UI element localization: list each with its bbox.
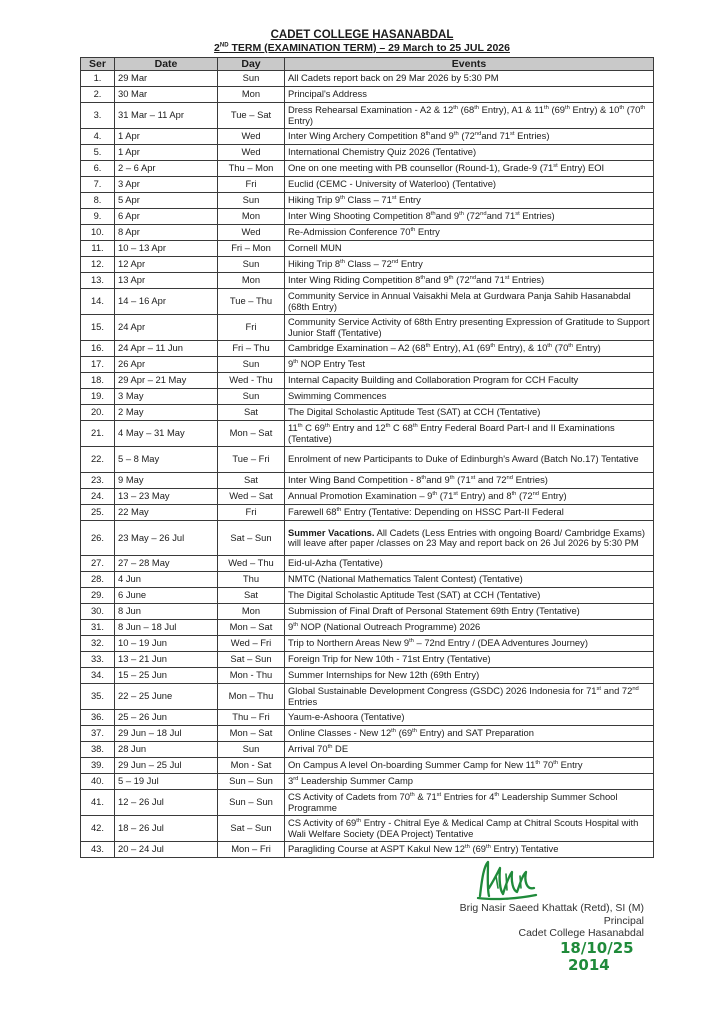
row-day: Sat – Sun [218, 521, 285, 556]
row-event: Cornell MUN [285, 241, 654, 257]
row-ser: 8. [81, 193, 115, 209]
row-event: Eid-ul-Azha (Tentative) [285, 556, 654, 572]
row-event: The Digital Scholastic Aptitude Test (SAT) at CCH (Tentative) [285, 588, 654, 604]
row-ser: 20. [81, 405, 115, 421]
row-date: 12 Apr [115, 257, 218, 273]
row-day: Mon – Fri [218, 842, 285, 858]
table-row [81, 177, 654, 193]
signatory-org: Cadet College Hasanabdal [518, 927, 644, 939]
row-day: Mon - Sat [218, 758, 285, 774]
row-date: 13 Apr [115, 273, 218, 289]
row-ser: 13. [81, 273, 115, 289]
row-event: Arrival 70th DE [285, 742, 654, 758]
row-ser: 37. [81, 726, 115, 742]
row-date: 4 May – 31 May [115, 421, 218, 447]
row-date: 3 May [115, 389, 218, 405]
row-event: CS Activity of Cadets from 70th & 71st Entries for 4th Leadership Summer School Programme [285, 790, 654, 816]
row-date: 31 Mar – 11 Apr [115, 103, 218, 129]
table-row [81, 161, 654, 177]
row-ser: 9. [81, 209, 115, 225]
table-row [81, 357, 654, 373]
table-row [81, 129, 654, 145]
row-date: 20 – 24 Jul [115, 842, 218, 858]
row-ser: 1. [81, 71, 115, 87]
row-date: 27 – 28 May [115, 556, 218, 572]
row-date: 29 Jun – 18 Jul [115, 726, 218, 742]
handwritten-date [560, 940, 634, 974]
table-row [81, 87, 654, 103]
schedule-table [80, 57, 654, 858]
row-event: 9th NOP Entry Test [285, 357, 654, 373]
row-date: 2 – 6 Apr [115, 161, 218, 177]
row-ser: 25. [81, 505, 115, 521]
table-row [81, 742, 654, 758]
signatory-title: Principal [603, 914, 644, 927]
table-row [81, 473, 654, 489]
table-row [81, 816, 654, 842]
table-row [81, 726, 654, 742]
term-ordinal: ND [219, 42, 229, 49]
row-ser: 19. [81, 389, 115, 405]
row-day: Sat – Sun [218, 652, 285, 668]
row-day: Sat – Sun [218, 816, 285, 842]
row-date: 5 – 19 Jul [115, 774, 218, 790]
row-date: 23 May – 26 Jul [115, 521, 218, 556]
table-row [81, 505, 654, 521]
table-row [81, 273, 654, 289]
row-event: Swimming Commences [285, 389, 654, 405]
row-ser: 28. [81, 572, 115, 588]
table-row [81, 588, 654, 604]
row-date: 30 Mar [115, 87, 218, 103]
row-ser: 21. [81, 421, 115, 447]
row-event: Hiking Trip 8th Class – 72nd Entry [285, 257, 654, 273]
row-event: Inter Wing Archery Competition 8thand 9th (72ndand 71st Entries) [285, 129, 654, 145]
row-day: Mon – Sat [218, 620, 285, 636]
row-ser: 14. [81, 289, 115, 315]
row-event: 9th NOP (National Outreach Programme) 2026 [285, 620, 654, 636]
row-date: 28 Jun [115, 742, 218, 758]
row-event: Yaum-e-Ashoora (Tentative) [285, 710, 654, 726]
table-row [81, 684, 654, 710]
row-date: 8 Apr [115, 225, 218, 241]
row-event: Online Classes - New 12th (69th Entry) and SAT Preparation [285, 726, 654, 742]
row-date: 24 Apr – 11 Jun [115, 341, 218, 357]
row-event: Trip to Northern Areas New 9th – 72nd Entry / (DEA Adventures Journey) [285, 636, 654, 652]
row-date: 14 – 16 Apr [115, 289, 218, 315]
row-day: Thu – Fri [218, 710, 285, 726]
row-ser: 11. [81, 241, 115, 257]
term-number: 2 [214, 42, 220, 54]
row-event: CS Activity of 69th Entry - Chitral Eye & Medical Camp at Chitral Scouts Hospital with Wali Welfare Society (DEA Project) Tentative [285, 816, 654, 842]
row-date: 4 Jun [115, 572, 218, 588]
table-row [81, 341, 654, 357]
col-ser-header: Ser [81, 58, 115, 71]
row-date: 1 Apr [115, 145, 218, 161]
row-day: Mon – Thu [218, 684, 285, 710]
row-ser: 41. [81, 790, 115, 816]
term-range: TERM (EXAMINATION TERM) – 29 March to 25 JUL 2026 [228, 42, 510, 54]
row-ser: 18. [81, 373, 115, 389]
row-day: Wed – Thu [218, 556, 285, 572]
row-day: Wed - Thu [218, 373, 285, 389]
table-row [81, 668, 654, 684]
row-day: Sun – Sun [218, 790, 285, 816]
row-date: 6 Apr [115, 209, 218, 225]
row-ser: 32. [81, 636, 115, 652]
row-date: 2 May [115, 405, 218, 421]
row-day: Wed [218, 129, 285, 145]
row-day: Sun – Sun [218, 774, 285, 790]
table-row [81, 103, 654, 129]
row-day: Mon – Sat [218, 726, 285, 742]
row-day: Thu [218, 572, 285, 588]
row-day: Mon – Sat [218, 421, 285, 447]
row-day: Sun [218, 742, 285, 758]
table-row [81, 405, 654, 421]
row-ser: 23. [81, 473, 115, 489]
row-ser: 7. [81, 177, 115, 193]
table-row [81, 241, 654, 257]
table-row [81, 556, 654, 572]
table-row [81, 389, 654, 405]
row-event: Summer Internships for New 12th (69th Entry) [285, 668, 654, 684]
row-ser: 16. [81, 341, 115, 357]
row-date: 29 Mar [115, 71, 218, 87]
row-date: 26 Apr [115, 357, 218, 373]
row-event: Submission of Final Draft of Personal Statement 69th Entry (Tentative) [285, 604, 654, 620]
row-event: 3rd Leadership Summer Camp [285, 774, 654, 790]
row-event: 11th C 69th Entry and 12th C 68th Entry Federal Board Part-I and II Examinations (Tentative) [285, 421, 654, 447]
row-date: 3 Apr [115, 177, 218, 193]
table-row [81, 710, 654, 726]
row-ser: 10. [81, 225, 115, 241]
row-day: Mon - Thu [218, 668, 285, 684]
table-row [81, 790, 654, 816]
row-date: 25 – 26 Jun [115, 710, 218, 726]
row-date: 5 – 8 May [115, 447, 218, 473]
row-event: International Chemistry Quiz 2026 (Tentative) [285, 145, 654, 161]
row-event: Inter Wing Riding Competition 8thand 9th (72ndand 71st Entries) [285, 273, 654, 289]
row-event: Principal's Address [285, 87, 654, 103]
row-day: Tue – Fri [218, 447, 285, 473]
row-day: Mon [218, 87, 285, 103]
row-date: 1 Apr [115, 129, 218, 145]
row-event: Summer Vacations. All Cadets (Less Entries with ongoing Board/ Cambridge Exams) will leave after paper /classes on 23 May and report back on 26 Jul 2026 by 5:30 PM [285, 521, 654, 556]
table-row [81, 521, 654, 556]
row-event: Foreign Trip for New 10th - 71st Entry (Tentative) [285, 652, 654, 668]
principal-signature [476, 858, 538, 902]
row-day: Sun [218, 357, 285, 373]
row-event: Farewell 68th Entry (Tentative: Depending on HSSC Part-II Federal [285, 505, 654, 521]
row-event: Re-Admission Conference 70th Entry [285, 225, 654, 241]
table-row [81, 225, 654, 241]
table-row [81, 193, 654, 209]
table-row [81, 758, 654, 774]
col-date-header: Date [115, 58, 218, 71]
row-event: On Campus A level On-boarding Summer Camp for New 11th 70th Entry [285, 758, 654, 774]
row-ser: 22. [81, 447, 115, 473]
table-row [81, 315, 654, 341]
row-ser: 26. [81, 521, 115, 556]
row-event: Community Service Activity of 68th Entry presenting Expression of Gratitude to Support Junior Staff (Tentative) [285, 315, 654, 341]
col-day-header: Day [218, 58, 285, 71]
row-date: 10 – 13 Apr [115, 241, 218, 257]
row-event: Community Service in Annual Vaisakhi Mela at Gurdwara Panja Sahib Hasanabdal (68th Entry) [285, 289, 654, 315]
row-day: Tue – Sat [218, 103, 285, 129]
row-event: Euclid (CEMC - University of Waterloo) (Tentative) [285, 177, 654, 193]
row-ser: 39. [81, 758, 115, 774]
row-day: Tue – Thu [218, 289, 285, 315]
row-date: 13 – 23 May [115, 489, 218, 505]
row-day: Mon [218, 209, 285, 225]
row-ser: 38. [81, 742, 115, 758]
row-day: Sat [218, 588, 285, 604]
signature-block [460, 902, 644, 940]
signatory-name: Brig Nasir Saeed Khattak (Retd), SI (M) [459, 902, 644, 914]
row-ser: 5. [81, 145, 115, 161]
table-row [81, 572, 654, 588]
row-day: Mon [218, 604, 285, 620]
row-ser: 40. [81, 774, 115, 790]
table-row [81, 209, 654, 225]
table-row [81, 774, 654, 790]
row-ser: 43. [81, 842, 115, 858]
row-date: 6 June [115, 588, 218, 604]
row-date: 22 May [115, 505, 218, 521]
row-event: Hiking Trip 9th Class – 71st Entry [285, 193, 654, 209]
row-day: Fri – Mon [218, 241, 285, 257]
table-row [81, 604, 654, 620]
row-day: Wed – Sat [218, 489, 285, 505]
row-day: Sun [218, 257, 285, 273]
row-day: Wed – Fri [218, 636, 285, 652]
row-event: The Digital Scholastic Aptitude Test (SAT) at CCH (Tentative) [285, 405, 654, 421]
row-day: Sun [218, 71, 285, 87]
row-event: One on one meeting with PB counsellor (Round-1), Grade-9 (71st Entry) EOI [285, 161, 654, 177]
row-event: Annual Promotion Examination – 9th (71st Entry) and 8th (72nd Entry) [285, 489, 654, 505]
row-day: Wed [218, 145, 285, 161]
row-ser: 12. [81, 257, 115, 273]
row-ser: 42. [81, 816, 115, 842]
row-date: 29 Jun – 25 Jul [115, 758, 218, 774]
row-date: 9 May [115, 473, 218, 489]
row-event: Internal Capacity Building and Collaboration Program for CCH Faculty [285, 373, 654, 389]
row-ser: 15. [81, 315, 115, 341]
row-date: 13 – 21 Jun [115, 652, 218, 668]
schedule-header-row [81, 58, 654, 71]
row-date: 5 Apr [115, 193, 218, 209]
handwritten-ref-line: 2014 [568, 956, 610, 974]
row-date: 18 – 26 Jul [115, 816, 218, 842]
row-ser: 6. [81, 161, 115, 177]
row-day: Fri [218, 177, 285, 193]
term-title [0, 42, 724, 54]
table-row [81, 447, 654, 473]
table-row [81, 71, 654, 87]
table-row [81, 842, 654, 858]
row-day: Sat [218, 473, 285, 489]
row-date: 24 Apr [115, 315, 218, 341]
row-date: 8 Jun [115, 604, 218, 620]
row-date: 22 – 25 June [115, 684, 218, 710]
row-date: 15 – 25 Jun [115, 668, 218, 684]
row-ser: 31. [81, 620, 115, 636]
row-date: 8 Jun – 18 Jul [115, 620, 218, 636]
row-day: Fri [218, 505, 285, 521]
handwritten-date-line: 18/10/25 [560, 939, 634, 957]
row-ser: 17. [81, 357, 115, 373]
row-day: Fri [218, 315, 285, 341]
row-ser: 33. [81, 652, 115, 668]
table-row [81, 636, 654, 652]
row-event: NMTC (National Mathematics Talent Contest) (Tentative) [285, 572, 654, 588]
row-day: Mon [218, 273, 285, 289]
row-ser: 30. [81, 604, 115, 620]
table-row [81, 257, 654, 273]
table-row [81, 652, 654, 668]
row-date: 29 Apr – 21 May [115, 373, 218, 389]
table-row [81, 620, 654, 636]
row-ser: 2. [81, 87, 115, 103]
row-ser: 3. [81, 103, 115, 129]
row-event: All Cadets report back on 29 Mar 2026 by 5:30 PM [285, 71, 654, 87]
row-ser: 27. [81, 556, 115, 572]
row-event: Paragliding Course at ASPT Kakul New 12th (69th Entry) Tentative [285, 842, 654, 858]
table-row [81, 489, 654, 505]
row-event: Cambridge Examination – A2 (68th Entry), A1 (69th Entry), & 10th (70th Entry) [285, 341, 654, 357]
row-ser: 34. [81, 668, 115, 684]
row-ser: 36. [81, 710, 115, 726]
col-events-header: Events [285, 58, 654, 71]
row-day: Wed [218, 225, 285, 241]
row-day: Thu – Mon [218, 161, 285, 177]
row-day: Fri – Thu [218, 341, 285, 357]
row-ser: 24. [81, 489, 115, 505]
row-event: Enrolment of new Participants to Duke of Edinburgh's Award (Batch No.17) Tentative [285, 447, 654, 473]
row-event: Inter Wing Shooting Competition 8thand 9th (72ndand 71st Entries) [285, 209, 654, 225]
row-day: Sun [218, 389, 285, 405]
row-ser: 29. [81, 588, 115, 604]
table-row [81, 145, 654, 161]
row-day: Sat [218, 405, 285, 421]
row-ser: 4. [81, 129, 115, 145]
table-row [81, 373, 654, 389]
row-ser: 35. [81, 684, 115, 710]
row-event: Dress Rehearsal Examination - A2 & 12th (68th Entry), A1 & 11th (69th Entry) & 10th (70th Entry) [285, 103, 654, 129]
row-date: 10 – 19 Jun [115, 636, 218, 652]
table-row [81, 289, 654, 315]
row-event: Inter Wing Band Competition - 8thand 9th (71st and 72nd Entries) [285, 473, 654, 489]
row-day: Sun [218, 193, 285, 209]
row-date: 12 – 26 Jul [115, 790, 218, 816]
table-row [81, 421, 654, 447]
row-event: Global Sustainable Development Congress (GSDC) 2026 Indonesia for 71st and 72nd Entries [285, 684, 654, 710]
college-title: CADET COLLEGE HASANABDAL [270, 29, 454, 41]
